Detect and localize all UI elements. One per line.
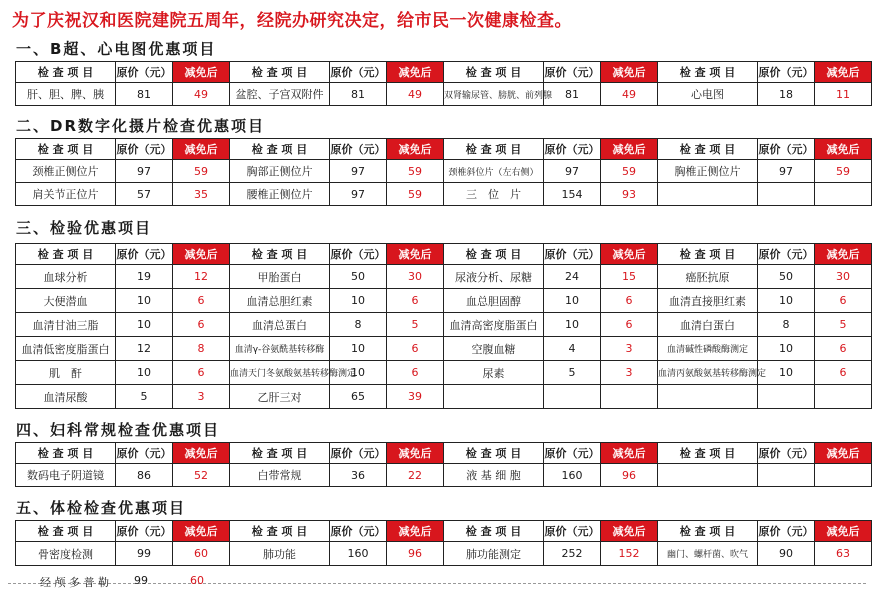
original-price: 5 xyxy=(116,385,173,409)
header-discount-price: 减免后 xyxy=(173,62,230,83)
item-name: 癌胚抗原 xyxy=(658,265,758,289)
item-name: 腰椎正侧位片 xyxy=(230,183,330,206)
table-row xyxy=(16,337,872,361)
table-header-row xyxy=(16,139,872,160)
discount-price: 63 xyxy=(815,542,872,566)
header-item: 检 查 项 目 xyxy=(230,443,330,464)
discount-price: 6 xyxy=(815,337,872,361)
original-price: 8 xyxy=(330,313,387,337)
table-row xyxy=(16,464,872,487)
header-original-price: 原价（元） xyxy=(116,244,173,265)
price-table xyxy=(15,442,872,487)
item-name: 数码电子阴道镜 xyxy=(16,464,116,487)
header-discount-price: 减免后 xyxy=(173,244,230,265)
original-price: 99 xyxy=(116,542,173,566)
header-original-price: 原价（元） xyxy=(758,244,815,265)
item-name: 空腹血糖 xyxy=(444,337,544,361)
item-name: 血清总蛋白 xyxy=(230,313,330,337)
table-row xyxy=(16,265,872,289)
header-item: 检 查 项 目 xyxy=(230,521,330,542)
header-discount-price: 减免后 xyxy=(601,521,658,542)
discount-price xyxy=(601,385,658,409)
header-original-price: 原价（元） xyxy=(758,139,815,160)
header-original-price: 原价（元） xyxy=(330,62,387,83)
discount-price: 3 xyxy=(173,385,230,409)
page-title: 为了庆祝汉和医院建院五周年，经院办研究决定，给市民一次健康检查。 xyxy=(12,11,572,31)
discount-price: 22 xyxy=(387,464,444,487)
discount-price: 6 xyxy=(815,361,872,385)
header-discount-price: 减免后 xyxy=(815,139,872,160)
discount-price: 6 xyxy=(601,313,658,337)
header-original-price: 原价（元） xyxy=(116,443,173,464)
discount-price: 30 xyxy=(387,265,444,289)
item-name: 乙肝三对 xyxy=(230,385,330,409)
item-name: 尿液分析、尿糖 xyxy=(444,265,544,289)
item-name: 肝、胆、脾、胰 xyxy=(16,83,116,106)
header-original-price: 原价（元） xyxy=(544,62,601,83)
discount-price: 49 xyxy=(173,83,230,106)
table-row xyxy=(16,542,872,566)
discount-price: 15 xyxy=(601,265,658,289)
original-price: 160 xyxy=(544,464,601,487)
item-name: 血清天门冬氨酸氨基转移酶测定 xyxy=(230,361,330,385)
original-price: 10 xyxy=(116,289,173,313)
original-price: 10 xyxy=(758,361,815,385)
original-price: 57 xyxy=(116,183,173,206)
header-discount-price: 减免后 xyxy=(387,139,444,160)
header-item: 检 查 项 目 xyxy=(230,62,330,83)
header-original-price: 原价（元） xyxy=(544,521,601,542)
table-header-row xyxy=(16,62,872,83)
header-item: 检 查 项 目 xyxy=(444,62,544,83)
header-original-price: 原价（元） xyxy=(544,139,601,160)
item-name: 尿素 xyxy=(444,361,544,385)
item-name: 颈椎斜位片（左右侧） xyxy=(444,160,544,183)
discount-price: 5 xyxy=(815,313,872,337)
original-price: 97 xyxy=(330,183,387,206)
discount-price: 3 xyxy=(601,337,658,361)
original-price: 12 xyxy=(116,337,173,361)
price-table xyxy=(15,520,872,566)
price-table xyxy=(15,138,872,206)
original-price xyxy=(758,464,815,487)
item-name: 血清碱性磷酸酶测定 xyxy=(658,337,758,361)
original-price: 10 xyxy=(330,361,387,385)
discount-price: 59 xyxy=(815,160,872,183)
header-original-price: 原价（元） xyxy=(758,62,815,83)
header-original-price: 原价（元） xyxy=(544,244,601,265)
original-price: 97 xyxy=(116,160,173,183)
original-price: 81 xyxy=(330,83,387,106)
header-item: 检 查 项 目 xyxy=(658,62,758,83)
header-item: 检 查 项 目 xyxy=(658,521,758,542)
header-original-price: 原价（元） xyxy=(330,443,387,464)
item-name: 血清丙氨酸氨基转移酶测定 xyxy=(658,361,758,385)
discount-price: 60 xyxy=(173,542,230,566)
header-original-price: 原价（元） xyxy=(544,443,601,464)
header-item: 检 查 项 目 xyxy=(16,139,116,160)
header-original-price: 原价（元） xyxy=(116,521,173,542)
item-name: 甲胎蛋白 xyxy=(230,265,330,289)
discount-price: 6 xyxy=(387,289,444,313)
header-discount-price: 减免后 xyxy=(815,443,872,464)
header-item: 检 查 项 目 xyxy=(16,443,116,464)
extra-item-original-price: 99 xyxy=(134,574,148,587)
header-item: 检 查 项 目 xyxy=(658,244,758,265)
header-discount-price: 减免后 xyxy=(815,244,872,265)
original-price: 90 xyxy=(758,542,815,566)
original-price xyxy=(758,385,815,409)
item-name: 肺功能 xyxy=(230,542,330,566)
item-name: 颈椎正侧位片 xyxy=(16,160,116,183)
header-item: 检 查 项 目 xyxy=(658,443,758,464)
item-name: 胸椎正侧位片 xyxy=(658,160,758,183)
item-name: 液 基 细 胞 xyxy=(444,464,544,487)
header-discount-price: 减免后 xyxy=(387,443,444,464)
item-name: 血清直接胆红素 xyxy=(658,289,758,313)
original-price: 154 xyxy=(544,183,601,206)
item-name: 血清γ-谷氨酰基转移酶 xyxy=(230,337,330,361)
header-discount-price: 减免后 xyxy=(815,62,872,83)
original-price: 81 xyxy=(544,83,601,106)
item-name: 血清总胆红素 xyxy=(230,289,330,313)
table-row xyxy=(16,385,872,409)
original-price: 4 xyxy=(544,337,601,361)
discount-price: 6 xyxy=(815,289,872,313)
item-name xyxy=(658,385,758,409)
original-price: 97 xyxy=(330,160,387,183)
header-original-price: 原价（元） xyxy=(116,139,173,160)
header-discount-price: 减免后 xyxy=(173,443,230,464)
header-original-price: 原价（元） xyxy=(116,62,173,83)
section-title: 一、B超、心电图优惠项目 xyxy=(16,40,217,58)
original-price: 86 xyxy=(116,464,173,487)
discount-price: 96 xyxy=(387,542,444,566)
header-item: 检 查 项 目 xyxy=(16,521,116,542)
item-name xyxy=(658,464,758,487)
section-title: 五、体检检查优惠项目 xyxy=(16,499,187,517)
header-discount-price: 减免后 xyxy=(387,62,444,83)
original-price: 24 xyxy=(544,265,601,289)
item-name: 肌 酐 xyxy=(16,361,116,385)
header-item: 检 查 项 目 xyxy=(444,139,544,160)
item-name: 幽门、螺杆菌、吹气 xyxy=(658,542,758,566)
header-discount-price: 减免后 xyxy=(387,521,444,542)
item-name: 血清甘油三脂 xyxy=(16,313,116,337)
original-price: 10 xyxy=(330,337,387,361)
original-price: 19 xyxy=(116,265,173,289)
price-table xyxy=(15,61,872,106)
header-item: 检 查 项 目 xyxy=(16,244,116,265)
discount-price: 12 xyxy=(173,265,230,289)
original-price: 50 xyxy=(330,265,387,289)
table-row xyxy=(16,289,872,313)
item-name: 胸部正侧位片 xyxy=(230,160,330,183)
discount-price: 35 xyxy=(173,183,230,206)
discount-price: 96 xyxy=(601,464,658,487)
discount-price: 6 xyxy=(173,289,230,313)
header-discount-price: 减免后 xyxy=(815,521,872,542)
header-item: 检 查 项 目 xyxy=(444,244,544,265)
header-discount-price: 减免后 xyxy=(387,244,444,265)
item-name: 双肾输尿管、膀胱、前列腺 xyxy=(444,83,544,106)
table-row xyxy=(16,83,872,106)
discount-price: 6 xyxy=(387,337,444,361)
table-row xyxy=(16,361,872,385)
header-item: 检 查 项 目 xyxy=(658,139,758,160)
original-price: 10 xyxy=(544,313,601,337)
header-discount-price: 减免后 xyxy=(173,139,230,160)
header-item: 检 查 项 目 xyxy=(16,62,116,83)
original-price: 10 xyxy=(544,289,601,313)
discount-price: 59 xyxy=(173,160,230,183)
original-price: 10 xyxy=(116,313,173,337)
original-price: 8 xyxy=(758,313,815,337)
discount-price: 152 xyxy=(601,542,658,566)
discount-price: 6 xyxy=(173,313,230,337)
price-table xyxy=(15,243,872,409)
item-name: 血清尿酸 xyxy=(16,385,116,409)
header-item: 检 查 项 目 xyxy=(230,139,330,160)
header-original-price: 原价（元） xyxy=(758,443,815,464)
item-name: 肺功能测定 xyxy=(444,542,544,566)
header-discount-price: 减免后 xyxy=(601,443,658,464)
header-discount-price: 减免后 xyxy=(601,244,658,265)
item-name: 血清高密度脂蛋白 xyxy=(444,313,544,337)
original-price: 97 xyxy=(758,160,815,183)
item-name: 骨密度检测 xyxy=(16,542,116,566)
discount-price: 39 xyxy=(387,385,444,409)
item-name xyxy=(444,385,544,409)
discount-price: 11 xyxy=(815,83,872,106)
original-price: 10 xyxy=(758,337,815,361)
extra-item-discount-price: 60 xyxy=(190,574,204,587)
table-row xyxy=(16,183,872,206)
header-original-price: 原价（元） xyxy=(758,521,815,542)
item-name: 血清白蛋白 xyxy=(658,313,758,337)
item-name: 肩关节正位片 xyxy=(16,183,116,206)
discount-price: 49 xyxy=(601,83,658,106)
header-item: 检 查 项 目 xyxy=(444,443,544,464)
discount-price xyxy=(815,464,872,487)
extra-item-name: 经 颅 多 普 勒 xyxy=(40,576,109,589)
item-name: 盆腔、子宫双附件 xyxy=(230,83,330,106)
discount-price xyxy=(815,183,872,206)
original-price: 97 xyxy=(544,160,601,183)
original-price: 160 xyxy=(330,542,387,566)
original-price: 50 xyxy=(758,265,815,289)
discount-price: 5 xyxy=(387,313,444,337)
original-price: 36 xyxy=(330,464,387,487)
discount-price: 3 xyxy=(601,361,658,385)
discount-price: 6 xyxy=(387,361,444,385)
discount-price: 59 xyxy=(387,160,444,183)
item-name: 心电图 xyxy=(658,83,758,106)
header-discount-price: 减免后 xyxy=(173,521,230,542)
item-name xyxy=(658,183,758,206)
discount-price: 6 xyxy=(173,361,230,385)
discount-price: 93 xyxy=(601,183,658,206)
item-name: 大便潜血 xyxy=(16,289,116,313)
discount-price: 59 xyxy=(601,160,658,183)
item-name: 白带常规 xyxy=(230,464,330,487)
header-original-price: 原价（元） xyxy=(330,521,387,542)
header-item: 检 查 项 目 xyxy=(444,521,544,542)
item-name: 血总胆固醇 xyxy=(444,289,544,313)
original-price xyxy=(758,183,815,206)
original-price: 65 xyxy=(330,385,387,409)
table-row xyxy=(16,313,872,337)
item-name: 三 位 片 xyxy=(444,183,544,206)
discount-price: 30 xyxy=(815,265,872,289)
discount-price: 59 xyxy=(387,183,444,206)
header-original-price: 原价（元） xyxy=(330,244,387,265)
section-title: 三、检验优惠项目 xyxy=(16,219,153,237)
discount-price: 52 xyxy=(173,464,230,487)
header-original-price: 原价（元） xyxy=(330,139,387,160)
discount-price: 6 xyxy=(601,289,658,313)
header-discount-price: 减免后 xyxy=(601,62,658,83)
original-price: 81 xyxy=(116,83,173,106)
discount-price: 8 xyxy=(173,337,230,361)
item-name: 血清低密度脂蛋白 xyxy=(16,337,116,361)
original-price xyxy=(544,385,601,409)
table-header-row xyxy=(16,443,872,464)
original-price: 10 xyxy=(330,289,387,313)
original-price: 252 xyxy=(544,542,601,566)
original-price: 10 xyxy=(758,289,815,313)
original-price: 10 xyxy=(116,361,173,385)
discount-price xyxy=(815,385,872,409)
discount-price: 49 xyxy=(387,83,444,106)
section-title: 二、DR数字化摄片检查优惠项目 xyxy=(16,117,266,135)
original-price: 5 xyxy=(544,361,601,385)
table-header-row xyxy=(16,244,872,265)
section-title: 四、妇科常规检查优惠项目 xyxy=(16,421,221,439)
table-row xyxy=(16,160,872,183)
header-item: 检 查 项 目 xyxy=(230,244,330,265)
original-price: 18 xyxy=(758,83,815,106)
header-discount-price: 减免后 xyxy=(601,139,658,160)
table-header-row xyxy=(16,521,872,542)
item-name: 血球分析 xyxy=(16,265,116,289)
